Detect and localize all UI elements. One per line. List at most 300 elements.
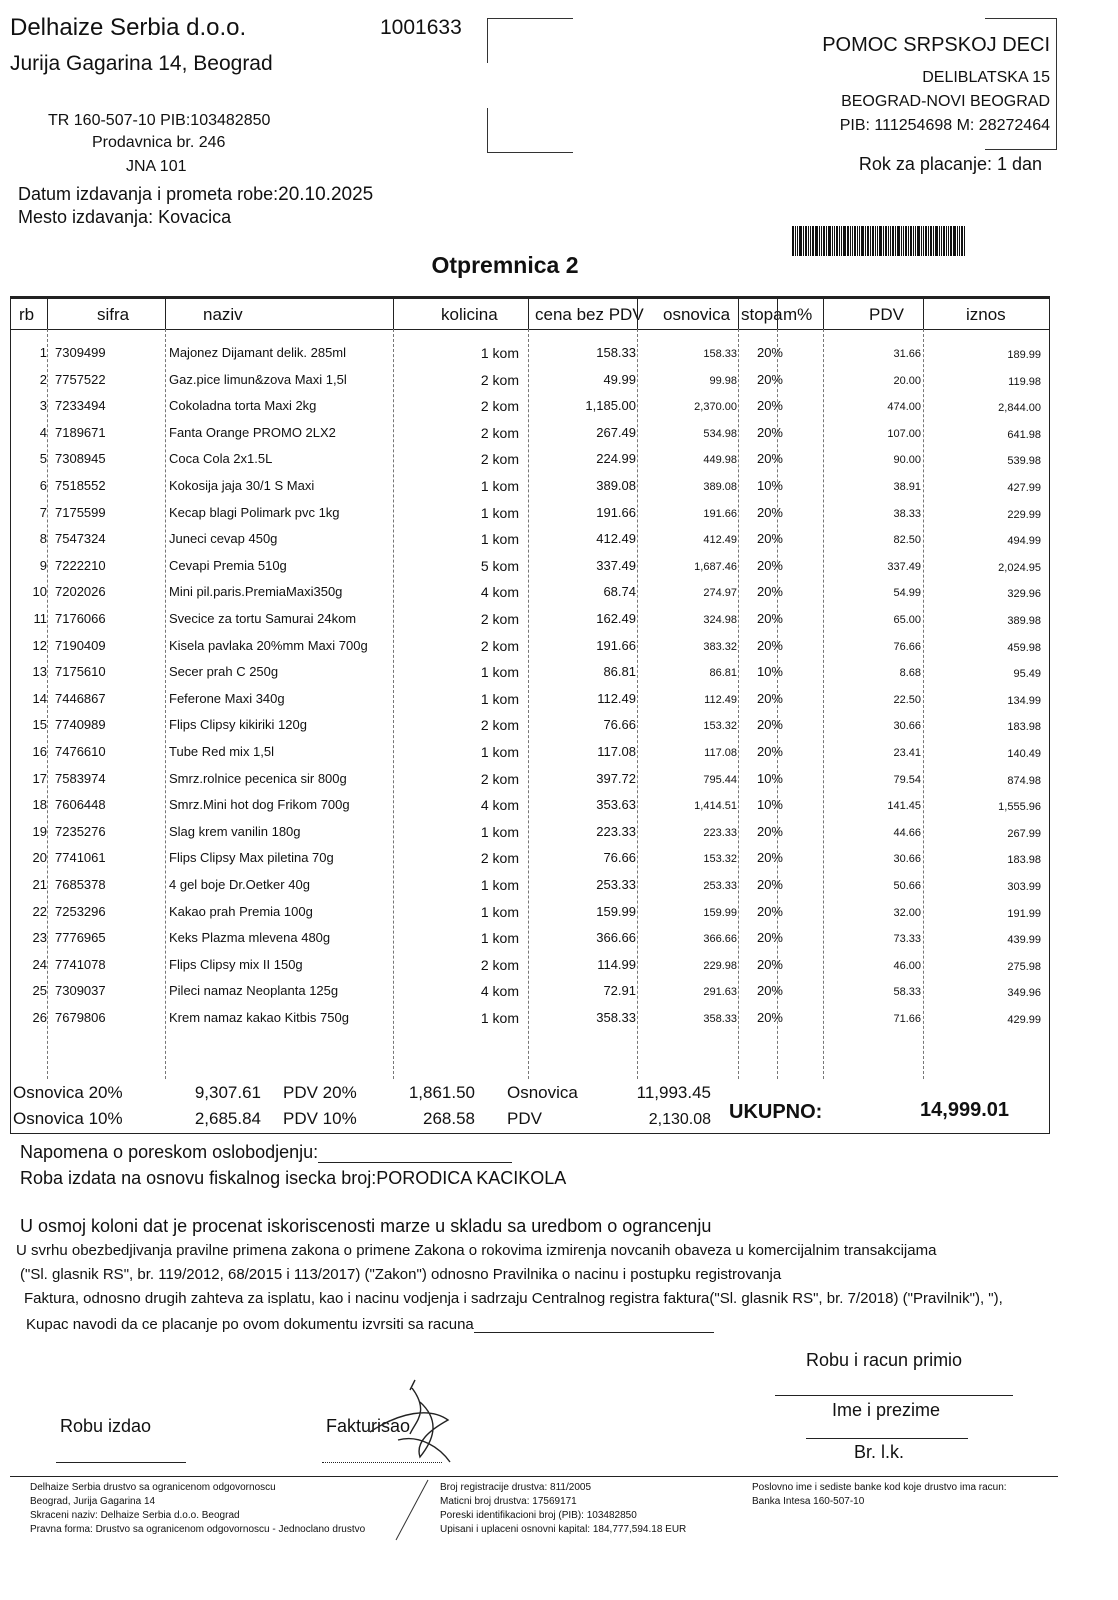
table-row (11, 447, 1049, 473)
footer-line: Upisani i uplaceni osnovni kapital: 184,777,594.18 EUR (440, 1524, 687, 1535)
osnovica-label: Osnovica (507, 1083, 578, 1102)
cell-kolicina: 2 kom (480, 770, 519, 787)
name-label: Ime i prezime (832, 1400, 941, 1420)
footer-registration (440, 1481, 686, 1537)
table-row (11, 527, 1049, 553)
cell-iznos: 539.98 (1007, 455, 1041, 468)
cell-pdv: 107.00 (887, 427, 921, 440)
cell-kolicina: 1 kom (480, 903, 519, 920)
cell-stopa: 20% (756, 877, 783, 892)
header-divider (923, 299, 924, 329)
cell-sifra: 7190409 (55, 637, 106, 653)
payment-note-label: Kupac navodi da ce placanje po ovom dokumentu izvrsiti sa racuna (26, 1316, 474, 1333)
cell-iznos: 459.98 (1007, 641, 1041, 654)
cell-naziv: Gaz.pice limun&zova Maxi 1,5l (169, 371, 347, 387)
header-kolicina: kolicina (441, 305, 498, 324)
cell-naziv: 4 gel boje Dr.Oetker 40g (169, 877, 310, 892)
cell-iznos: 389.98 (1007, 615, 1041, 627)
buyer-pib: PIB: 111254698 M: 28272464 (839, 117, 1050, 134)
cell-osnovica: 412.49 (703, 534, 737, 547)
cell-rb: 3 (39, 398, 47, 414)
cell-pdv: 44.66 (893, 826, 921, 839)
issued-label: Robu izdao (60, 1416, 152, 1436)
stamp-box-bottom (487, 108, 573, 153)
footer-line: Delhaize Serbia drustvo sa ogranicenom odgovornoscu (30, 1482, 276, 1493)
osnovica20-label: Osnovica 20% (13, 1083, 123, 1102)
cell-pdv: 30.66 (893, 720, 921, 733)
cell-pdv: 79.54 (893, 773, 921, 786)
cell-pdv: 337.49 (887, 560, 921, 573)
cell-sifra: 7309499 (55, 345, 106, 360)
cell-naziv: Kokosija jaja 30/1 S Maxi (169, 478, 315, 493)
store-number: Prodavnica br. 246 (92, 134, 226, 151)
cell-iznos: 275.98 (1007, 960, 1041, 973)
cell-iznos: 119.98 (1008, 375, 1041, 388)
cell-rb: 4 (39, 424, 47, 440)
table-row (11, 1006, 1049, 1032)
cell-naziv: Juneci cevap 450g (169, 531, 278, 547)
cell-naziv: Coca Cola 2x1.5L (169, 451, 273, 467)
table-row (11, 793, 1049, 819)
cell-sifra: 7757522 (55, 371, 106, 387)
issue-date-value: 20.10.2025 (278, 184, 374, 205)
cell-sifra: 7685378 (55, 877, 106, 892)
cell-stopa: 20% (756, 1010, 783, 1025)
cell-kolicina: 1 kom (480, 478, 519, 494)
cell-sifra: 7741078 (55, 956, 106, 972)
table-row (11, 634, 1049, 660)
cell-naziv: Majonez Dijamant delik. 285ml (169, 345, 347, 360)
cell-osnovica: 229.98 (703, 959, 737, 972)
footer-line: Pravna forma: Drustvo sa ogranicenom odgovornoscu - Jednoclano drustvo (30, 1524, 366, 1535)
cell-sifra: 7176066 (55, 611, 106, 626)
cell-cena: 117.08 (597, 744, 636, 759)
header-divider (777, 299, 778, 329)
pdv-value: 2,130.08 (648, 1111, 711, 1128)
cell-iznos: 267.99 (1007, 827, 1041, 840)
cell-pdv: 38.33 (893, 507, 921, 520)
cell-pdv: 474.00 (887, 401, 921, 414)
header-divider (823, 299, 824, 329)
header-divider (47, 299, 48, 329)
cell-rb: 14 (32, 690, 47, 706)
table-row (11, 687, 1049, 713)
header-marza: m% (783, 305, 813, 324)
payment-note (26, 1316, 714, 1333)
pdv20-label: PDV 20% (283, 1083, 357, 1102)
table-row (11, 740, 1049, 766)
cell-kolicina: 2 kom (480, 451, 519, 468)
cell-sifra: 7679806 (55, 1010, 106, 1025)
issue-date-label: Datum izdavanja i prometa robe: (18, 184, 279, 204)
footer-line: Banka Intesa 160-507-10 (752, 1496, 865, 1507)
cell-cena: 389.08 (596, 478, 636, 493)
cell-osnovica: 358.33 (703, 1013, 737, 1025)
cell-rb: 2 (39, 371, 47, 387)
cell-pdv: 50.66 (893, 880, 921, 892)
cell-osnovica: 99.98 (709, 374, 737, 387)
cell-rb: 5 (39, 451, 47, 467)
cell-kolicina: 1 kom (480, 877, 519, 893)
header-divider (738, 299, 739, 329)
payment-account-blank (474, 1318, 714, 1333)
cell-stopa: 20% (756, 823, 783, 839)
cell-rb: 26 (32, 1010, 47, 1025)
table-row (11, 900, 1049, 926)
cell-iznos: 183.98 (1007, 721, 1041, 734)
cell-sifra: 7233494 (55, 398, 106, 414)
cell-kolicina: 4 kom (480, 797, 519, 814)
cell-stopa: 20% (756, 345, 783, 360)
cell-rb: 8 (39, 531, 47, 547)
cell-naziv: Keks Plazma mlevena 480g (169, 930, 331, 946)
table-row (11, 926, 1049, 952)
buyer-address-line2: BEOGRAD-NOVI BEOGRAD (841, 93, 1050, 110)
cell-sifra: 7222210 (55, 557, 106, 573)
cell-naziv: Cevapi Premia 510g (169, 557, 287, 573)
cell-kolicina: 2 kom (480, 424, 519, 441)
cell-sifra: 7741061 (55, 850, 106, 866)
cell-iznos: 427.99 (1007, 482, 1041, 494)
cell-stopa: 20% (756, 504, 783, 520)
cell-rb: 21 (32, 877, 47, 892)
cell-sifra: 7446867 (55, 690, 106, 706)
cell-osnovica: 2,370.00 (694, 401, 737, 414)
cell-stopa: 20% (756, 398, 783, 414)
cell-kolicina: 2 kom (480, 398, 519, 415)
table-row (11, 341, 1049, 367)
header-divider (393, 299, 394, 329)
cell-cena: 337.49 (596, 557, 636, 573)
cell-osnovica: 158.33 (703, 348, 737, 360)
tax-exempt-label: Napomena o poreskom oslobodjenju: (20, 1142, 319, 1162)
cell-iznos: 349.96 (1007, 987, 1041, 1000)
cell-pdv: 65.00 (893, 614, 921, 626)
header-divider (165, 299, 166, 329)
cell-stopa: 20% (756, 903, 783, 919)
cell-osnovica: 191.66 (703, 507, 737, 520)
cell-kolicina: 4 kom (480, 983, 519, 1000)
cell-stopa: 20% (756, 531, 783, 547)
cell-naziv: Tube Red mix 1,5l (169, 744, 275, 759)
footer-slash (390, 1478, 430, 1542)
cell-naziv: Flips Clipsy mix II 150g (169, 956, 303, 972)
cell-naziv: Fanta Orange PROMO 2LX2 (169, 424, 336, 440)
cell-iznos: 229.99 (1007, 508, 1041, 521)
buyer-address-line1: DELIBLATSKA 15 (922, 69, 1050, 86)
table-row (11, 554, 1049, 580)
cell-iznos: 134.99 (1007, 694, 1041, 707)
cell-sifra: 7518552 (55, 478, 106, 493)
cell-sifra: 7175599 (55, 504, 106, 520)
cell-sifra: 7308945 (55, 451, 106, 467)
cell-stopa: 20% (756, 451, 783, 467)
cell-stopa: 20% (756, 690, 783, 706)
footer-line: Maticni broj drustva: 17569171 (440, 1496, 577, 1507)
handwritten-signature (360, 1372, 470, 1472)
cell-naziv: Slag krem vanilin 180g (169, 823, 301, 839)
cell-kolicina: 1 kom (480, 504, 519, 521)
cell-cena: 412.49 (596, 531, 636, 547)
cell-iznos: 429.99 (1007, 1014, 1041, 1026)
cell-iznos: 439.99 (1007, 934, 1041, 947)
cell-osnovica: 389.08 (703, 481, 737, 493)
cell-osnovica: 223.33 (703, 826, 737, 839)
footer-bank (752, 1481, 1007, 1509)
cell-naziv: Mini pil.paris.PremiaMaxi350g (169, 584, 343, 600)
table-row (11, 394, 1049, 420)
cell-pdv: 22.50 (893, 693, 921, 706)
cell-pdv: 38.91 (893, 481, 921, 493)
cell-pdv: 30.66 (893, 853, 921, 866)
cell-cena: 191.66 (596, 637, 636, 653)
cell-rb: 18 (32, 797, 47, 813)
payment-term: Rok za placanje: 1 dan (858, 154, 1042, 174)
cell-naziv: Kakao prah Premia 100g (169, 903, 313, 919)
cell-sifra: 7235276 (55, 823, 106, 839)
document-title: Otpremnica 2 (431, 252, 579, 278)
cell-osnovica: 366.66 (703, 933, 737, 946)
cell-iznos: 874.98 (1007, 774, 1041, 787)
header-pdv: PDV (869, 305, 904, 324)
table-row (11, 846, 1049, 872)
cell-naziv: Smrz.Mini hot dog Frikom 700g (169, 797, 350, 813)
cell-sifra: 7189671 (55, 424, 106, 440)
buyer-name: POMOC SRPSKOJ DECI (822, 34, 1050, 56)
cell-osnovica: 1,414.51 (694, 800, 737, 813)
total-value: 14,999.01 (920, 1099, 1009, 1121)
pdv10-label: PDV 10% (283, 1109, 357, 1128)
seller-address: Jurija Gagarina 14, Beograd (10, 52, 273, 75)
cell-naziv: Secer prah C 250g (169, 664, 279, 680)
cell-osnovica: 449.98 (703, 454, 737, 467)
tax-exempt-note (20, 1142, 512, 1163)
cell-naziv: Svecice za tortu Samurai 24kom (169, 611, 357, 626)
legal-text-3: Faktura, odnosno drugih zahteva za isplatu, kao i nacinu vodjenja i sadrzaju Centralnog registra faktura("Sl. glasnik RS", br. 7/2018) ("Pravilnik"), "), (24, 1290, 1003, 1307)
tax-exempt-blank (318, 1148, 512, 1163)
cell-rb: 9 (39, 557, 47, 573)
issued-signature-line (56, 1462, 186, 1463)
cell-stopa: 20% (756, 850, 783, 866)
cell-stopa: 20% (756, 424, 783, 440)
table-row (11, 580, 1049, 606)
cell-cena: 112.49 (597, 690, 636, 706)
cell-stopa: 20% (756, 557, 783, 573)
cell-stopa: 20% (756, 983, 783, 999)
cell-osnovica: 153.32 (703, 720, 737, 733)
cell-pdv: 90.00 (893, 454, 921, 467)
cell-stopa: 20% (756, 956, 783, 972)
cell-iznos: 329.96 (1007, 588, 1041, 601)
cell-rb: 20 (32, 850, 47, 866)
footer-line: Skraceni naziv: Delhaize Serbia d.o.o. Beograd (30, 1510, 240, 1521)
header-naziv: naziv (203, 305, 243, 324)
table-row (11, 607, 1049, 633)
document-number: 1001633 (380, 16, 462, 39)
cell-cena: 223.33 (596, 823, 636, 839)
table-row (11, 953, 1049, 979)
cell-osnovica: 1,687.46 (694, 560, 737, 573)
cell-stopa: 20% (756, 584, 783, 600)
cell-cena: 397.72 (596, 770, 636, 786)
cell-rb: 10 (32, 584, 47, 600)
cell-kolicina: 1 kom (480, 664, 519, 681)
cell-rb: 16 (32, 744, 47, 759)
cell-naziv: Smrz.rolnice pecenica sir 800g (169, 770, 347, 786)
cell-naziv: Cokoladna torta Maxi 2kg (169, 398, 317, 414)
cell-pdv: 20.00 (893, 374, 921, 387)
pdv-label: PDV (507, 1109, 542, 1128)
cell-stopa: 20% (756, 371, 783, 387)
table-header (11, 299, 1049, 330)
cell-kolicina: 1 kom (480, 690, 519, 707)
cell-naziv: Kecap blagi Polimark pvc 1kg (169, 504, 340, 520)
cell-cena: 191.66 (596, 504, 636, 520)
osnovica20-value: 9,307.61 (194, 1083, 261, 1102)
cell-kolicina: 5 kom (480, 557, 519, 574)
footer-line: Broj registracije drustva: 811/2005 (440, 1482, 592, 1493)
table-row (11, 474, 1049, 500)
cell-pdv: 58.33 (893, 986, 921, 999)
cell-naziv: Krem namaz kakao Kitbis 750g (169, 1010, 349, 1025)
cell-sifra: 7547324 (55, 531, 106, 547)
cell-cena: 86.81 (603, 664, 636, 680)
cell-osnovica: 153.32 (703, 853, 737, 866)
legal-text-2: ("Sl. glasnik RS", br. 119/2012, 68/2015 i 113/2017) ("Zakon") odnosno Pravilnika o nacinu i postupku registrovanja (20, 1266, 782, 1283)
seller-tr-pib: TR 160-507-10 PIB:103482850 (48, 112, 271, 129)
footer-line: Poslovno ime i sediste banke kod koje drustvo ima racun: (752, 1482, 1007, 1493)
stamp-box-top (487, 18, 573, 63)
cell-kolicina: 2 kom (480, 611, 519, 627)
cell-iznos: 191.99 (1007, 907, 1041, 920)
table-row (11, 501, 1049, 527)
cell-stopa: 20% (756, 744, 783, 759)
invoiced-label: Fakturisao (326, 1416, 411, 1436)
cell-rb: 1 (39, 345, 47, 360)
margin-note: U osmoj koloni dat je procenat iskoriscenosti marze u skladu sa uredbom o ograncenju (20, 1216, 712, 1236)
cell-cena: 76.66 (603, 717, 636, 733)
cell-pdv: 31.66 (893, 348, 921, 360)
items-table (10, 296, 1050, 1134)
total-label: UKUPNO: (729, 1101, 823, 1123)
cell-kolicina: 1 kom (480, 823, 519, 840)
header-rb: rb (19, 305, 35, 324)
cell-osnovica: 112.49 (704, 693, 737, 706)
cell-pdv: 82.50 (893, 534, 921, 547)
footer-line: Poreski identifikacioni broj (PIB): 103482850 (440, 1510, 637, 1521)
name-line (806, 1438, 968, 1439)
cell-cena: 1,185.00 (585, 398, 636, 414)
cell-sifra: 7476610 (55, 744, 106, 759)
cell-sifra: 7740989 (55, 717, 106, 733)
header-cena: cena bez PDV (535, 305, 644, 324)
cell-iznos: 189.99 (1007, 349, 1041, 361)
cell-kolicina: 1 kom (480, 930, 519, 947)
cell-stopa: 10% (756, 770, 783, 786)
cell-iznos: 95.49 (1013, 668, 1041, 681)
table-row (11, 421, 1049, 447)
cell-naziv: Flips Clipsy kikiriki 120g (169, 717, 307, 733)
cell-osnovica: 86.81 (709, 667, 737, 680)
table-row (11, 713, 1049, 739)
cell-cena: 366.66 (596, 930, 636, 946)
cell-iznos: 641.98 (1007, 428, 1041, 441)
cell-rb: 11 (33, 611, 47, 626)
cell-sifra: 7776965 (55, 930, 106, 946)
header-iznos: iznos (966, 305, 1006, 324)
table-row (11, 660, 1049, 686)
cell-iznos: 303.99 (1007, 881, 1041, 893)
cell-osnovica: 383.32 (703, 640, 737, 653)
cell-rb: 12 (32, 637, 47, 653)
cell-osnovica: 795.44 (703, 773, 737, 786)
cell-kolicina: 1 kom (480, 345, 519, 361)
cell-sifra: 7309037 (55, 983, 106, 999)
table-row (11, 767, 1049, 793)
cell-rb: 24 (32, 956, 47, 972)
cell-cena: 49.99 (603, 371, 636, 387)
cell-rb: 7 (39, 504, 47, 520)
cell-kolicina: 1 kom (480, 744, 519, 760)
cell-cena: 114.99 (597, 956, 636, 972)
cell-kolicina: 4 kom (480, 584, 519, 601)
cell-osnovica: 324.98 (703, 614, 737, 626)
cell-kolicina: 2 kom (480, 371, 519, 388)
cell-rb: 6 (39, 478, 47, 493)
cell-osnovica: 117.08 (704, 747, 737, 759)
received-signature-line (775, 1395, 1013, 1396)
osnovica-value: 11,993.45 (636, 1083, 711, 1102)
cell-kolicina: 1 kom (480, 1010, 519, 1026)
fiscal-note: Roba izdata na osnovu fiskalnog isecka broj:PORODICA KACIKOLA (20, 1168, 567, 1188)
header-osnovica: osnovica (663, 305, 731, 324)
cell-cena: 353.63 (596, 797, 636, 813)
cell-stopa: 20% (756, 637, 783, 653)
cell-osnovica: 253.33 (703, 880, 737, 892)
cell-rb: 22 (32, 903, 47, 919)
cell-cena: 159.99 (596, 903, 636, 919)
cell-kolicina: 1 kom (480, 531, 519, 548)
header-divider (528, 299, 529, 329)
cell-stopa: 10% (756, 664, 783, 680)
footer-company (30, 1481, 365, 1537)
cell-kolicina: 2 kom (480, 850, 519, 867)
id-label: Br. l.k. (854, 1442, 905, 1462)
cell-pdv: 73.33 (893, 933, 921, 946)
cell-pdv: 71.66 (893, 1013, 921, 1025)
cell-kolicina: 2 kom (480, 956, 519, 973)
cell-stopa: 20% (756, 611, 783, 626)
cell-cena: 72.91 (603, 983, 636, 999)
cell-naziv: Feferone Maxi 340g (169, 690, 285, 706)
issue-place: Mesto izdavanja: Kovacica (18, 207, 232, 227)
store-address: JNA 101 (126, 158, 187, 175)
cell-cena: 253.33 (596, 877, 636, 892)
received-label: Robu i racun primio (806, 1350, 963, 1370)
pdv20-value: 1,861.50 (408, 1083, 475, 1102)
cell-cena: 158.33 (596, 345, 636, 360)
cell-pdv: 32.00 (893, 906, 921, 919)
header-stopa: stopa (741, 305, 783, 324)
cell-naziv: Flips Clipsy Max piletina 70g (169, 850, 334, 866)
osnovica10-label: Osnovica 10% (13, 1109, 123, 1128)
cell-pdv: 23.41 (893, 747, 921, 759)
table-row (11, 820, 1049, 846)
cell-stopa: 10% (756, 478, 783, 493)
seller-name: Delhaize Serbia d.o.o. (10, 14, 247, 41)
table-row (11, 873, 1049, 899)
cell-sifra: 7253296 (55, 903, 106, 919)
